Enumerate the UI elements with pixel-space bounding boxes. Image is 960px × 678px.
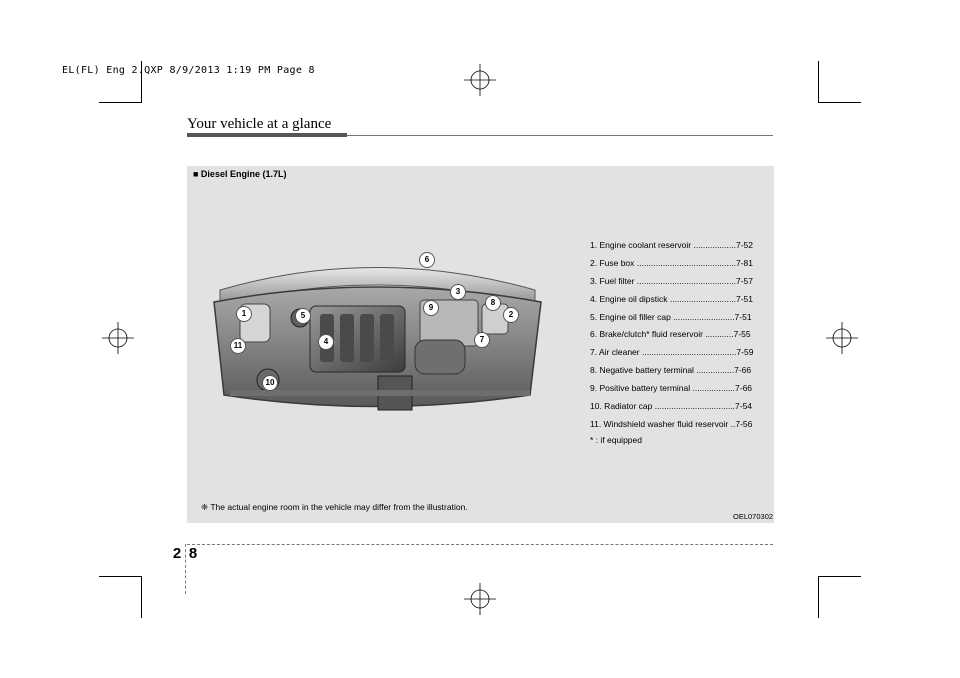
callout-marker: 8 bbox=[485, 295, 501, 311]
title-rule-accent bbox=[187, 133, 347, 137]
callout-marker: 2 bbox=[503, 307, 519, 323]
parts-legend bbox=[590, 237, 770, 446]
crop-mark bbox=[99, 576, 141, 577]
page-number bbox=[172, 545, 198, 562]
callout-marker: 11 bbox=[230, 338, 246, 354]
crop-mark bbox=[818, 61, 819, 103]
legend-footnote: * : if equipped bbox=[590, 434, 642, 445]
callout-marker: 5 bbox=[295, 308, 311, 324]
section-title: Your vehicle at a glance bbox=[187, 116, 332, 132]
legend-item: 4. Engine oil dipstick ............................7-51 bbox=[590, 293, 753, 304]
footer-rule bbox=[187, 544, 773, 545]
callout-marker: 9 bbox=[423, 300, 439, 316]
figure-footnote: ❈ The actual engine room in the vehicle may differ from the illustration. bbox=[201, 502, 468, 512]
registration-mark-icon bbox=[102, 322, 134, 354]
legend-item: 5. Engine oil filler cap ..........................7-51 bbox=[590, 311, 752, 322]
crop-mark bbox=[819, 576, 861, 577]
crop-mark bbox=[141, 576, 142, 618]
callout-marker: 1 bbox=[236, 306, 252, 322]
chapter-number: 2 bbox=[172, 545, 182, 562]
callout-marker: 4 bbox=[318, 334, 334, 350]
figure-code: OEL070302 bbox=[733, 512, 774, 521]
print-slug: EL(FL) Eng 2.QXP 8/9/2013 1:19 PM Page 8 bbox=[62, 65, 315, 76]
legend-item: 10. Radiator cap ..................................7-54 bbox=[590, 401, 753, 412]
registration-mark-icon bbox=[464, 583, 496, 615]
legend-item: 9. Positive battery terminal ..................7-66 bbox=[590, 383, 753, 394]
legend-item: 2. Fuse box ..........................................7-81 bbox=[590, 257, 753, 268]
engine-bay-illustration bbox=[200, 250, 555, 415]
legend-item: 3. Fuel filter ..........................................7-57 bbox=[590, 275, 753, 286]
legend-item: 8. Negative battery terminal ................7-66 bbox=[590, 365, 752, 376]
callout-marker: 6 bbox=[419, 252, 435, 268]
crop-mark bbox=[819, 102, 861, 103]
callout-marker: 10 bbox=[262, 375, 278, 391]
page-number-value: 8 bbox=[188, 545, 198, 562]
legend-item: 11. Windshield washer fluid reservoir ..7-56 bbox=[590, 418, 753, 429]
registration-mark-icon bbox=[464, 64, 496, 96]
figure-heading: ■ Diesel Engine (1.7L) bbox=[193, 169, 287, 179]
registration-mark-icon bbox=[826, 322, 858, 354]
legend-item: 1. Engine coolant reservoir ..................7-52 bbox=[590, 240, 753, 250]
callout-marker: 7 bbox=[474, 332, 490, 348]
legend-item: 6. Brake/clutch* fluid reservoir ............7-55 bbox=[590, 329, 751, 340]
crop-mark bbox=[99, 102, 141, 103]
callout-marker: 3 bbox=[450, 284, 466, 300]
legend-item: 7. Air cleaner ........................................7-59 bbox=[590, 347, 754, 358]
crop-mark bbox=[818, 576, 819, 618]
